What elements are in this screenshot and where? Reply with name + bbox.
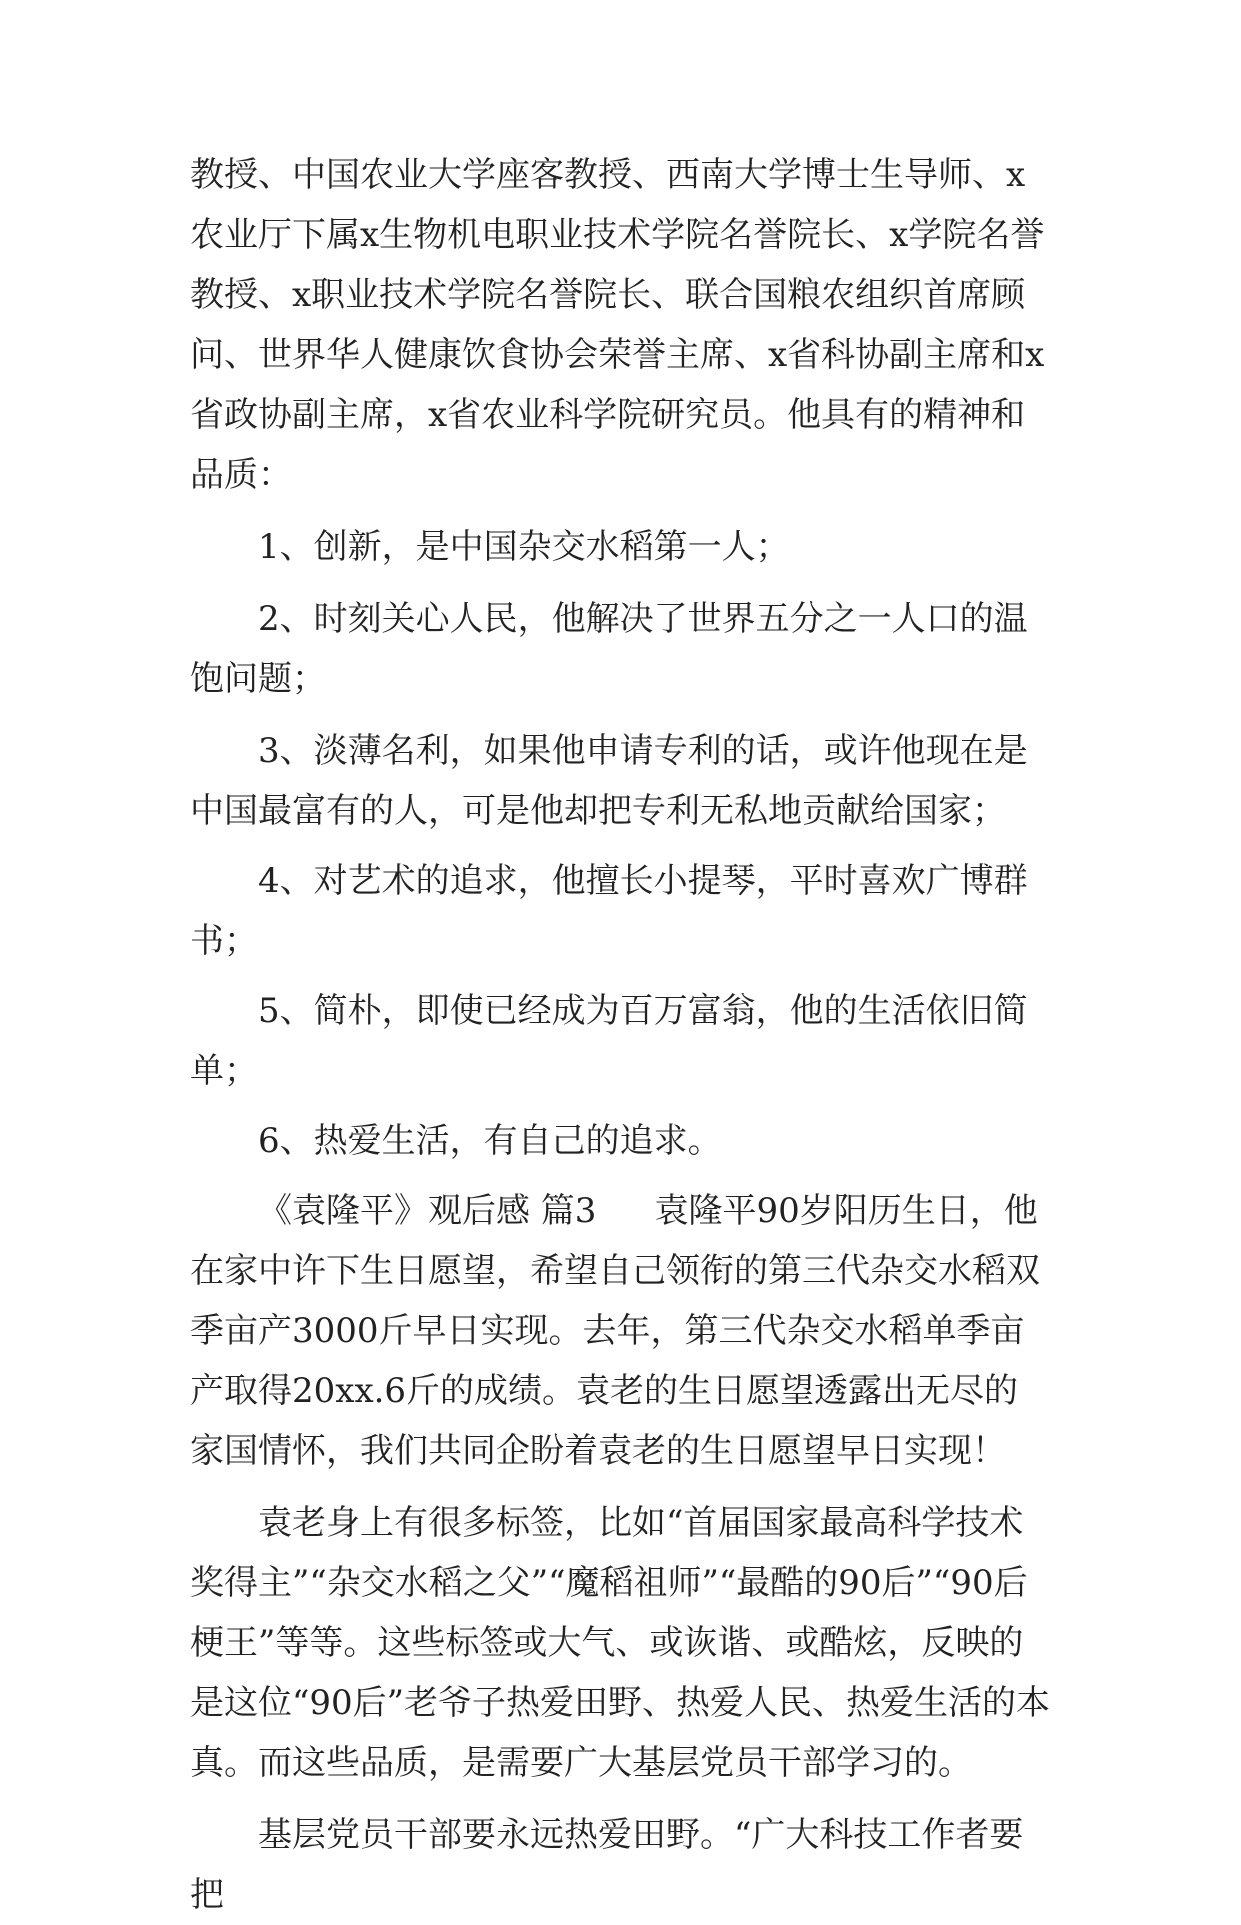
paragraph-love-fields: 基层党员干部要永远热爱田野。“广大科技工作者要把 [190,1815,1024,1915]
section-first-text: 袁隆平90岁阳历生日，他在家中许下生日愿望，希望自己领衔的第三代杂交水稻双季亩产3000斤早日实现。去年，第三代杂交水稻单季亩产取得20xx.6斤的成绩。袁老的生日愿望透露出无尽的家国情怀，我们共同企盼着袁老的生日愿望早日实现！ [190,1191,1040,1471]
paragraph-intro: 教授、中国农业大学座客教授、西南大学博士生导师、x农业厅下属x生物机电职业技术学院名誉院长、x学院名誉教授、x职业技术学院名誉院长、联合国粮农组织首席顾问、世界华人健康饮食协会荣誉主席、x省科协副主席和x省政协副主席，x省农业科学院研究员。他具有的精神和品质： [190,155,1045,495]
list-item-5: 5、简朴，即使已经成为百万富翁，他的生活依旧简单； [190,991,1028,1091]
list-item-4: 4、对艺术的追求，他擅长小提琴，平时喜欢广博群书； [190,861,1028,961]
list-item-3: 3、淡薄名利，如果他申请专利的话，或许他现在是中国最富有的人，可是他却把专利无私地贡献给国家； [190,731,1028,831]
paragraph-labels: 袁老身上有很多标签，比如“首届国家最高科学技术奖得主”“杂交水稻之父”“魔稻祖师”“最酷的90后”“90后梗王”等等。这些标签或大气、或诙谐、或酷炫，反映的是这位“90后”老爷子热爱田野、热爱人民、热爱生活的本真。而这些品质，是需要广大基层党员干部学习的。 [190,1503,1051,1783]
section-paragraph [190,1181,1052,1481]
document-body [190,145,1052,1925]
section-heading: 《袁隆平》观后感 篇3 [258,1191,597,1231]
list-item-6: 6、热爱生活，有自己的追求。 [258,1121,722,1161]
list-item-1: 1、创新，是中国杂交水稻第一人； [258,527,790,567]
list-item-2: 2、时刻关心人民，他解决了世界五分之一人口的温饱问题； [190,599,1028,699]
